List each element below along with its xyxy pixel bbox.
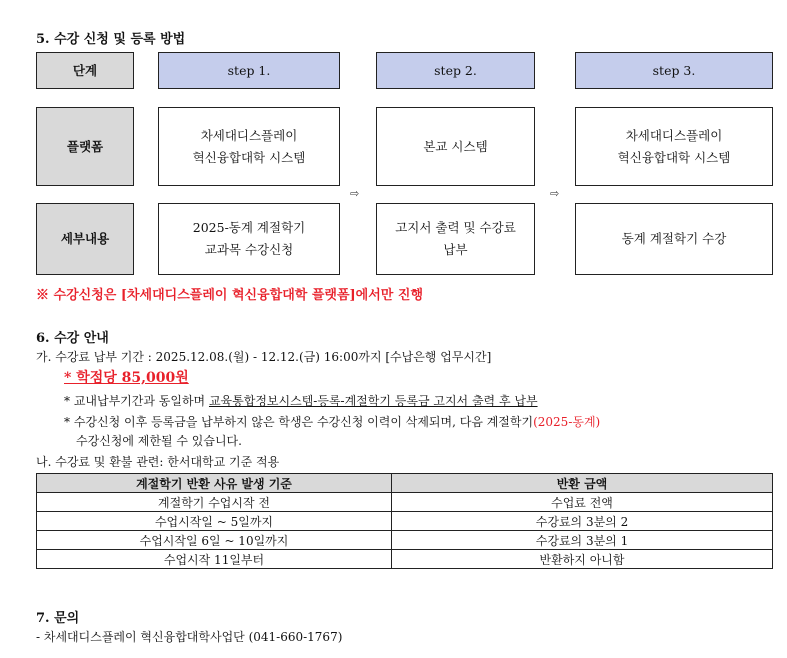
refund-table <box>36 473 773 569</box>
table-header: 반환 금액 <box>392 474 773 493</box>
table-cell: 수강료의 3분의 1 <box>392 531 773 550</box>
table-cell: 수강료의 3분의 2 <box>392 512 773 531</box>
step-2-detail <box>376 203 535 275</box>
table-row <box>37 531 773 550</box>
step-3-platform-line1: 차세대디스플레이 <box>625 127 723 143</box>
bullet-payment-text: * 교내납부기간과 동일하며 <box>64 394 209 408</box>
table-cell: 수업시작일 ~ 5일까지 <box>37 512 392 531</box>
bullet-cancel-text: * 수강신청 이후 등록금을 납부하지 않은 학생은 수강신청 이력이 삭제되며, 다음 계절학기 <box>64 415 534 429</box>
bullet-cancel-continued: 수강신청에 제한될 수 있습니다. <box>76 434 242 448</box>
fee-period: 가. 수강료 납부 기간 : 2025.12.08.(월) - 12.12.(금) 16:00까지 [수납은행 업무시간] <box>36 350 492 364</box>
platform-notice: ※ 수강신청은 [차세대디스플레이 혁신융합대학 플랫폼]에서만 진행 <box>36 288 423 303</box>
fee-per-credit: * 학점당 85,000원 <box>64 370 189 386</box>
step-1-platform <box>158 107 340 186</box>
step-2-platform <box>376 107 535 186</box>
step-2-platform-line1: 본교 시스템 <box>423 138 488 154</box>
step-2-header: step 2. <box>376 52 535 89</box>
table-header-row <box>37 474 773 493</box>
arrow-right-icon: ⇨ <box>350 187 360 200</box>
refund-policy: 나. 수강료 및 환불 관련: 한서대학교 기준 적용 <box>36 455 280 469</box>
table-cell: 수업시작 11일부터 <box>37 550 392 569</box>
table-cell: 수업료 전액 <box>392 493 773 512</box>
table-row <box>37 550 773 569</box>
step-1-detail-line1: 2025-동계 계절학기 <box>192 220 306 235</box>
table-row <box>37 512 773 531</box>
table-cell: 수업시작일 6일 ~ 10일까지 <box>37 531 392 550</box>
step-1-detail-line2: 교과목 수강신청 <box>204 242 294 257</box>
section7-title: 7. 문의 <box>36 611 80 626</box>
step-3-detail-line1: 동계 계절학기 수강 <box>621 231 727 246</box>
row-label-detail: 세부내용 <box>36 203 134 275</box>
bullet-payment <box>64 392 538 409</box>
step-2-detail-line1: 고지서 출력 및 수강료 <box>395 220 516 235</box>
step-3-platform <box>575 107 773 186</box>
section6-title: 6. 수강 안내 <box>36 331 109 346</box>
row-label-platform: 플랫폼 <box>36 107 134 186</box>
table-row <box>37 493 773 512</box>
step-1-header: step 1. <box>158 52 340 89</box>
contact-info: - 차세대디스플레이 혁신융합대학사업단 (041-660-1767) <box>36 630 343 644</box>
section5-title: 5. 수강 신청 및 등록 방법 <box>36 32 186 47</box>
step-3-platform-line2: 혁신융합대학 시스템 <box>617 149 731 165</box>
step-1-platform-line2: 혁신융합대학 시스템 <box>192 149 306 165</box>
table-header: 계절학기 반환 사유 발생 기준 <box>37 474 392 493</box>
step-2-detail-line2: 납부 <box>443 242 468 257</box>
bullet-cancel-term: (2025-동계) <box>533 415 601 429</box>
step-1-detail <box>158 203 340 275</box>
bullet-payment-path: 교육통합정보시스템-등록-계절학기 등록금 고지서 출력 후 납부 <box>208 394 538 408</box>
step-3-header: step 3. <box>575 52 773 89</box>
table-cell: 계절학기 수업시작 전 <box>37 493 392 512</box>
arrow-right-icon: ⇨ <box>550 187 560 200</box>
bullet-cancel <box>64 413 600 430</box>
table-cell: 반환하지 아니함 <box>392 550 773 569</box>
step-3-detail <box>575 203 773 275</box>
row-label-step: 단계 <box>36 52 134 89</box>
step-1-platform-line1: 차세대디스플레이 <box>200 127 298 143</box>
